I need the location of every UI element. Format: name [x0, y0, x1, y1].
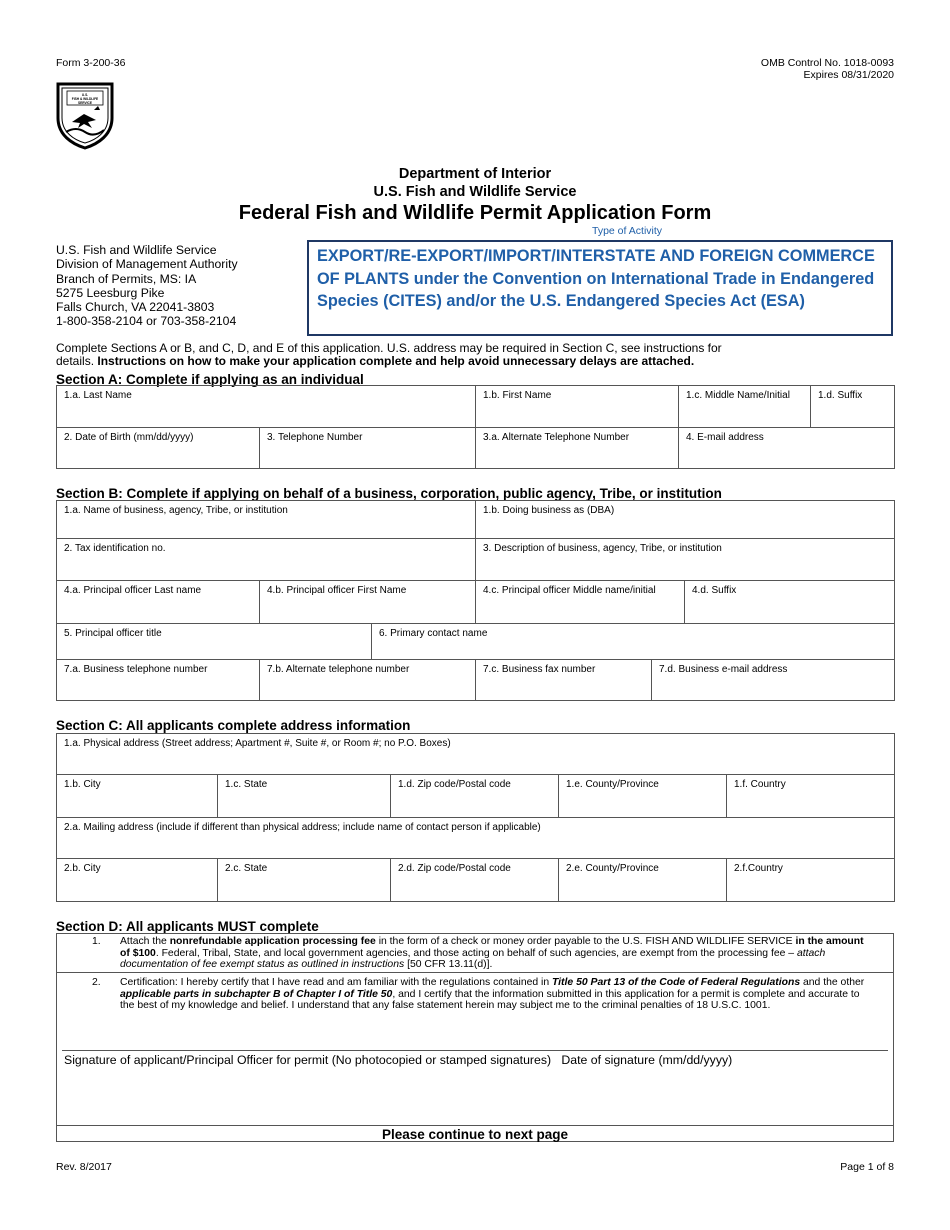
item-number: 2.: [92, 977, 101, 988]
svg-text:U.S.: U.S.: [81, 93, 89, 97]
address-line: U.S. Fish and Wildlife Service: [56, 243, 217, 257]
address-line: Falls Church, VA 22041-3803: [56, 300, 215, 315]
city-field[interactable]: 1.b. City: [57, 775, 218, 818]
omb-control: OMB Control No. 1018-0093: [760, 57, 894, 69]
county-field[interactable]: 1.e. County/Province: [559, 775, 727, 818]
mailing-zip-field[interactable]: 2.d. Zip code/Postal code: [391, 859, 559, 902]
svg-text:FISH & WILDLIFE: FISH & WILDLIFE: [71, 97, 99, 101]
business-description-field[interactable]: 3. Description of business, agency, Tribe, or institution: [476, 539, 895, 581]
fee-text-bold: nonrefundable application processing fee: [169, 936, 376, 947]
instructions-plain: details.: [56, 354, 98, 368]
alt-telephone-field[interactable]: 3.a. Alternate Telephone Number: [476, 428, 679, 469]
state-field[interactable]: 1.c. State: [218, 775, 391, 818]
fee-amount: in the amount of $100: [120, 936, 864, 959]
dob-field[interactable]: 2. Date of Birth (mm/dd/yyyy): [57, 428, 260, 469]
telephone-field[interactable]: 3. Telephone Number: [260, 428, 476, 469]
agency-title: U.S. Fish and Wildlife Service: [373, 184, 577, 200]
officer-middle-name-field[interactable]: 4.c. Principal officer Middle name/initial: [476, 581, 685, 624]
address-line: Branch of Permits, MS: IA: [56, 271, 197, 286]
officer-title-field[interactable]: 5. Principal officer title: [57, 624, 372, 660]
tax-id-field[interactable]: 2. Tax identification no.: [57, 539, 476, 581]
country-field[interactable]: 1.f. Country: [727, 775, 895, 818]
fee-text: Attach the: [120, 936, 170, 947]
continue-notice: Please continue to next page: [56, 1125, 894, 1143]
section-c-title: Section C: All applicants complete address information: [56, 718, 411, 733]
mailing-state-field[interactable]: 2.c. State: [218, 859, 391, 902]
fee-text: . Federal, Tribal, State, and local government agencies, and those acting on behalf of such agencies, are exempt from the processing fee –: [155, 947, 797, 959]
instructions-line1: Complete Sections A or B, and C, D, and E of this application. U.S. address may be required in Section C, see instructions for: [56, 341, 722, 355]
business-alt-phone-field[interactable]: 7.b. Alternate telephone number: [260, 660, 476, 701]
signature-date-label: Date of signature (mm/dd/yyyy): [561, 1053, 733, 1067]
fws-seal-logo: [54, 80, 116, 150]
form-title: Federal Fish and Wildlife Permit Application Form: [238, 202, 712, 224]
suffix-field[interactable]: 1.d. Suffix: [811, 386, 895, 428]
address-phone: 1-800-358-2104 or 703-358-2104: [56, 314, 237, 329]
officer-suffix-field[interactable]: 4.d. Suffix: [685, 581, 895, 624]
fee-text-italic: attach documentation of fee exempt status as outlined in instructions: [120, 947, 826, 971]
primary-contact-field[interactable]: 6. Primary contact name: [372, 624, 895, 660]
physical-address-field[interactable]: 1.a. Physical address (Street address; Apartment #, Suite #, or Room #; no P.O. Boxes): [57, 734, 895, 775]
department-title: Department of Interior: [398, 166, 552, 182]
mailing-country-field[interactable]: 2.f.Country: [727, 859, 895, 902]
email-field[interactable]: 4. E-mail address: [679, 428, 895, 469]
zip-field[interactable]: 1.d. Zip code/Postal code: [391, 775, 559, 818]
mailing-city-field[interactable]: 2.b. City: [57, 859, 218, 902]
fee-text: in the form of a check or money order payable to the U.S. FISH AND WILDLIFE SERVICE: [375, 936, 796, 947]
page-number: Page 1 of 8: [840, 1161, 894, 1173]
item-number: 1.: [92, 936, 101, 947]
omb-info: [761, 57, 894, 81]
fee-instruction: [120, 936, 872, 971]
business-name-field[interactable]: 1.a. Name of business, agency, Tribe, or institution: [57, 501, 476, 539]
cert-regulation: Title 50 Part 13 of the Code of Federal Regulations: [552, 977, 801, 988]
address-line: Division of Management Authority: [56, 257, 238, 272]
cert-regulation: applicable parts in subchapter B of Chapter I of Title 50: [120, 988, 393, 1000]
cert-text: and the other: [800, 977, 865, 988]
activity-type-box: EXPORT/RE-EXPORT/IMPORT/INTERSTATE AND FOREIGN COMMERCE OF PLANTS under the Convention on International Trade in Endangered Species (CITES) and/or the U.S. Endangered Species Act (ESA): [307, 240, 893, 336]
officer-last-name-field[interactable]: 4.a. Principal officer Last name: [57, 581, 260, 624]
last-name-field[interactable]: 1.a. Last Name: [57, 386, 476, 428]
first-name-field[interactable]: 1.b. First Name: [476, 386, 679, 428]
cert-text: Certification: I hereby certify that I have read and am familiar with the regulations contained in: [120, 977, 553, 988]
form-number: Form 3-200-36: [56, 57, 126, 69]
signature-line: [62, 1050, 888, 1051]
certification-text: [120, 977, 872, 1012]
business-email-field[interactable]: 7.d. Business e-mail address: [652, 660, 895, 701]
cert-text: , and I certify that the information submitted in this application for a permit is complete and accurate to the best of my knowledge and belief. I understand that any false statement herein may subject me to the criminal penalties of 18 U.S.C. 1001.: [120, 988, 860, 1012]
officer-first-name-field[interactable]: 4.b. Principal officer First Name: [260, 581, 476, 624]
business-phone-field[interactable]: 7.a. Business telephone number: [57, 660, 260, 701]
section-c-table: [56, 733, 895, 902]
svg-text:SERVICE: SERVICE: [78, 101, 92, 105]
section-a-title: Section A: Complete if applying as an individual: [56, 372, 364, 387]
omb-expires: Expires 08/31/2020: [803, 69, 894, 81]
signature-label: Signature of applicant/Principal Officer for permit (No photocopied or stamped signatures): [64, 1053, 552, 1067]
instructions: [56, 342, 896, 368]
signature-field[interactable]: [62, 1070, 888, 1122]
mailing-address-block: [56, 243, 238, 329]
revision-date: Rev. 8/2017: [56, 1161, 112, 1173]
mailing-county-field[interactable]: 2.e. County/Province: [559, 859, 727, 902]
fee-citation: [50 CFR 13.11(d)].: [404, 959, 493, 971]
business-fax-field[interactable]: 7.c. Business fax number: [476, 660, 652, 701]
signature-labels: [64, 1053, 732, 1067]
instructions-line2: [56, 355, 896, 368]
section-b-title: Section B: Complete if applying on behalf of a business, corporation, public agency, Tribe, or institution: [56, 486, 722, 501]
type-of-activity-label: Type of Activity: [592, 225, 663, 237]
address-line: 5275 Leesburg Pike: [56, 285, 165, 300]
instructions-bold: Instructions on how to make your application complete and help avoid unnecessary delays are attached.: [97, 354, 695, 368]
section-a-table: [56, 385, 895, 469]
dba-field[interactable]: 1.b. Doing business as (DBA): [476, 501, 895, 539]
middle-name-field[interactable]: 1.c. Middle Name/Initial: [679, 386, 811, 428]
divider: [56, 972, 894, 973]
section-d-title: Section D: All applicants MUST complete: [56, 919, 319, 934]
mailing-address-field[interactable]: 2.a. Mailing address (include if different than physical address; include name of contact person if applicable): [57, 818, 895, 859]
section-b-table: [56, 500, 895, 701]
